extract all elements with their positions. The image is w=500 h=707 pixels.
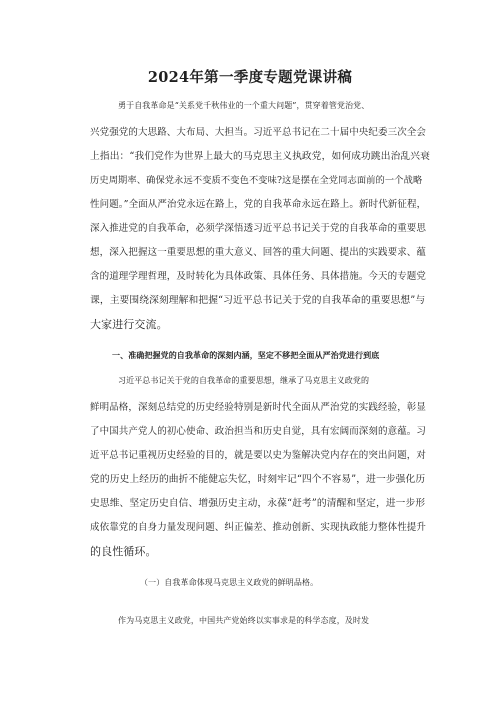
- paragraph-line: 性问题。”全面从严治党永远在路上，党的自我革命永远在路上。新时代新征程，: [90, 199, 427, 210]
- paragraph-line: 作为马克思主义政党，中国共产党始终以实事求是的科学态度，及时发: [118, 616, 370, 625]
- paragraph-line: 了中国共产党人的初心使命、政治担当和历史自觉，具有宏阔而深刻的意蕴。习: [90, 426, 427, 437]
- paragraph-line: 习近平总书记关于党的自我革命的重要思想，继承了马克思主义政党的: [118, 376, 370, 385]
- paragraph-line: 大家进行交流。: [90, 318, 168, 331]
- paragraph-line: 深入推进党的自我革命，必须学深悟透习近平总书记关于党的自我革命的重要思: [90, 223, 427, 234]
- paragraph-line: 史思维、坚定历史自信、增强历史主动，永葆“赶考”的清醒和坚定，进一步形: [90, 498, 426, 509]
- paragraph-line: 成依靠党的自身力量发现问题、纠正偏差、推动创新、实现执政能力整体性提升: [90, 522, 427, 533]
- paragraph-line: 近平总书记重视历史经验的目的，就是要以史为鉴解决党内存在的突出问题，对: [90, 450, 427, 461]
- paragraph-line: （一）自我革命体现马克思主义政党的鲜明品格。: [140, 578, 319, 587]
- document-title: 2024年第一季度专题党课讲稿: [147, 69, 353, 86]
- paragraph-line: 课，主要围绕深刻理解和把握“习近平总书记关于党的自我革命的重要思想”与: [90, 295, 426, 306]
- paragraph-line: 鲜明品格，深刻总结党的历史经验特别是新时代全面从严治党的实践经验，彰显: [90, 402, 427, 413]
- paragraph-line: 党的历史上经历的曲折不能健忘失忆，时刻牢记“四个不容易”，进一步强化历: [90, 474, 426, 485]
- paragraph-line: 上指出：“我们党作为世界上最大的马克思主义执政党，如何成功跳出治乱兴衰: [90, 151, 430, 162]
- paragraph-line: 含的道理学理哲理，及时转化为具体政策、具体任务、具体措施。今天的专题党: [90, 271, 427, 282]
- paragraph-line: 想，深入把握这一重要思想的重大意义、回答的重大问题、提出的实践要求、蕴: [90, 247, 427, 258]
- paragraph-line: 勇于自我革命是“关系党千秋伟业的一个重大问题”，贯穿着管党治党、: [118, 101, 370, 110]
- paragraph-line: 兴党强党的大思路、大布局、大担当。习近平总书记在二十届中央纪委三次全会: [90, 127, 427, 138]
- paragraph-line: 的良性循环。: [90, 545, 157, 558]
- section-heading: 一、准确把握党的自我革命的深刻内涵，坚定不移把全面从严治党进行到底: [112, 350, 380, 360]
- paragraph-line: 历史周期率、确保党永远不变质不变色不变味?这是摆在全党同志面前的一个战略: [90, 175, 423, 186]
